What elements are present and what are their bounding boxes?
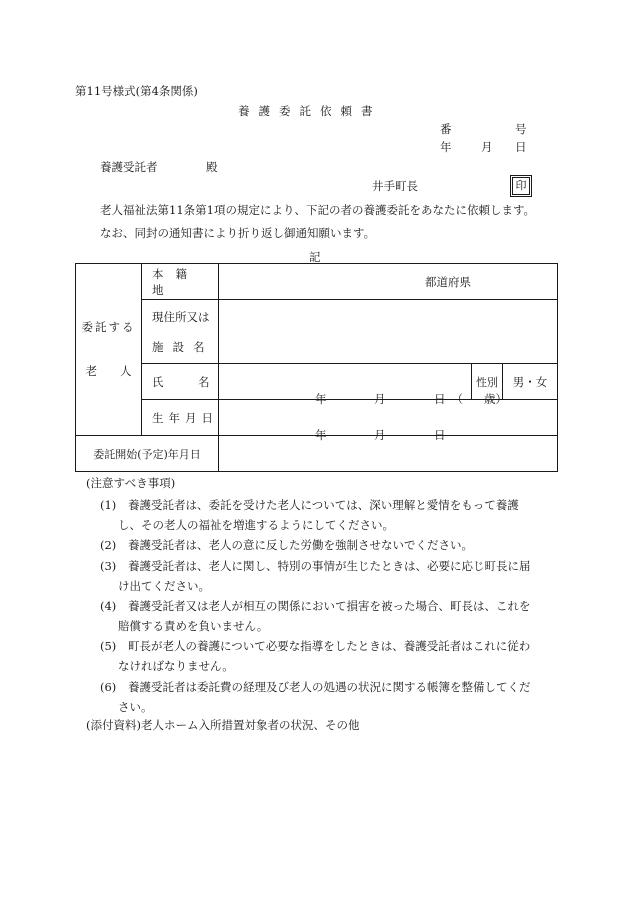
note-text-line: 養護受託者は、老人の意に反した労働を強制させないでください。	[128, 538, 473, 552]
attachment-note: (添付資料)老人ホーム入所措置対象者の状況、その他	[86, 718, 360, 732]
honseki-value-cell	[219, 264, 558, 300]
address-label-line-2: 施設名	[152, 339, 214, 354]
dob-label: 生年月日	[152, 410, 218, 425]
dob-year: 年	[315, 392, 327, 406]
sex-label: 性別	[476, 375, 498, 389]
honseki-value: 都道府県	[425, 274, 472, 289]
sex-value-cell	[503, 364, 558, 400]
note-number: (2)	[100, 538, 117, 552]
name-label: 氏 名	[152, 374, 210, 389]
body-paragraph-1: 老人福祉法第11条第1項の規定により、下記の者の養護委託をあなたに依頼します。	[100, 203, 536, 217]
start-month: 月	[374, 428, 386, 442]
dob-day: 日（	[434, 392, 469, 406]
note-number: (4)	[100, 599, 117, 613]
notes-title: (注意すべき事項)	[86, 476, 176, 490]
note-text-line: 養護受託者又は老人が相互の関係において損害を被った場合、町長は、これを	[128, 599, 531, 613]
address-value-cell	[219, 300, 558, 364]
dob-value-cell	[219, 392, 558, 436]
document-title: 養護委託依頼書	[238, 104, 382, 118]
ki-heading: 記	[309, 250, 321, 264]
dob-age: 歳）	[484, 392, 507, 406]
group-label-line-2: 老 人	[85, 363, 132, 378]
dob-label-cell	[142, 400, 219, 436]
note-number: (5)	[100, 639, 117, 653]
form-number: 第11号様式(第4条関係)	[75, 84, 198, 98]
note-number: (3)	[100, 559, 117, 573]
recipient-honorific: 殿	[206, 160, 218, 174]
group-label-line-1: 委託する	[81, 320, 136, 335]
start-day: 日	[434, 428, 446, 442]
number-suffix: 号	[515, 122, 527, 136]
address-label-line-1: 現住所又は	[152, 309, 210, 324]
note-text-line: 養護受託者は、委託を受けた老人については、深い理解と愛情をもって養護	[128, 498, 519, 512]
note-text-line: し、その老人の福祉を増進するようにしてください。	[118, 518, 394, 532]
note-number: (1)	[100, 498, 117, 512]
date-month-label: 月	[481, 140, 493, 154]
start-value-cell	[219, 428, 558, 472]
body-paragraph-2: なお、同封の通知書により折り返し御通知願います。	[100, 226, 376, 240]
name-label-cell	[142, 364, 219, 400]
note-text-line: 養護受託者は委託費の経理及び老人の処遇の状況に関する帳簿を整備してくだ	[128, 680, 531, 694]
honseki-label: 本籍地	[152, 266, 199, 297]
start-label: 委託開始(予定)年月日	[93, 447, 201, 461]
group-label-cell	[76, 264, 142, 436]
date-year-label: 年	[440, 140, 452, 154]
seal-stamp: 印	[512, 177, 530, 195]
date-day-label: 日	[515, 140, 527, 154]
address-label-cell	[142, 300, 219, 364]
dob-month: 月	[374, 392, 386, 406]
note-text-line: さい。	[118, 700, 153, 714]
note-text-line: なければなりません。	[118, 659, 234, 673]
issuer-name: 井手町長	[372, 179, 418, 193]
recipient-label: 養護受託者	[100, 160, 158, 174]
start-label-cell	[76, 436, 219, 472]
note-text-line: 賠償する責めを負いません。	[118, 619, 269, 633]
details-table	[75, 263, 558, 472]
honseki-label-cell	[142, 264, 219, 300]
number-label: 番	[440, 122, 452, 136]
note-text-line: け出てください。	[118, 579, 210, 593]
note-text-line: 町長が老人の養護について必要な指導をしたときは、養護受託者はこれに従わ	[128, 639, 531, 653]
note-text-line: 養護受託者は、老人に関し、特別の事情が生じたときは、必要に応じ町長に届	[128, 559, 531, 573]
start-year: 年	[315, 428, 327, 442]
note-number: (6)	[100, 680, 117, 694]
sex-value: 男・女	[512, 374, 548, 389]
